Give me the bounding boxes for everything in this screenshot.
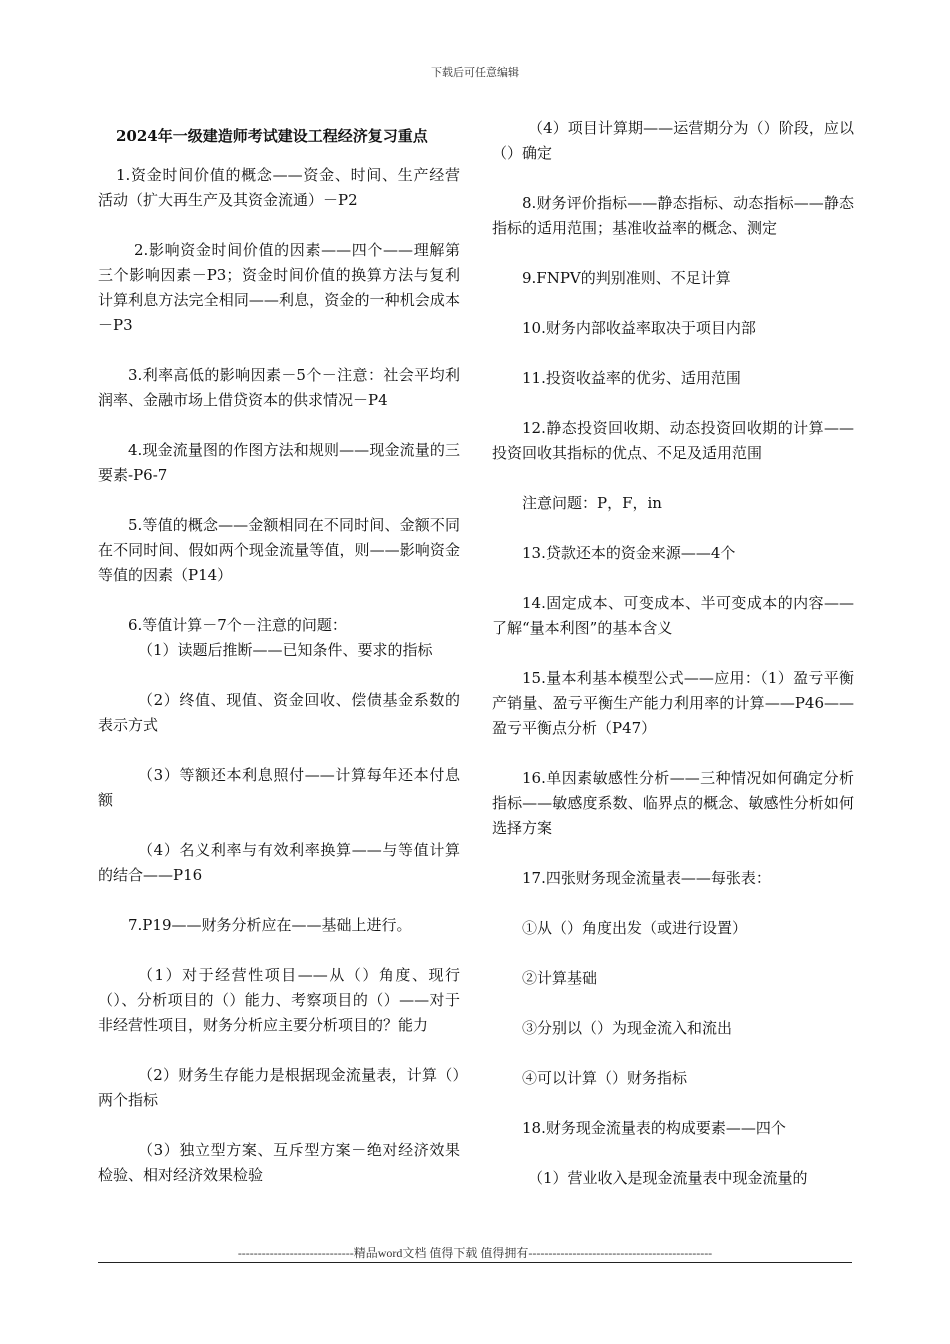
paragraph: （4）名义利率与有效利率换算——与等值计算的结合——P16 xyxy=(98,841,460,884)
paragraph: ③分别以（）为现金流入和流出 xyxy=(522,1019,733,1037)
paragraph: 注意问题：P，F，in xyxy=(522,494,662,512)
paragraph: （1）营业收入是现金流量表中现金流量的 xyxy=(528,1169,808,1187)
paragraph: 14.固定成本、可变成本、半可变成本的内容——了解“量本利图”的基本含义 xyxy=(492,594,854,637)
paragraph: 4.现金流量图的作图方法和规则——现金流量的三要素-P6-7 xyxy=(98,441,460,484)
paragraph: 17.四张财务现金流量表——每张表： xyxy=(522,869,771,887)
paragraph: ①从（）角度出发（或进行设置） xyxy=(522,919,748,937)
paragraph: 2.影响资金时间价值的因素——四个——理解第三个影响因素－P3；资金时间价值的换算方法与复利计算利息方法完全相同——利息，资金的一种机会成本－P3 xyxy=(98,241,460,334)
paragraph: 1.资金时间价值的概念——资金、时间、生产经营活动（扩大再生产及其资金流通）－P2 xyxy=(98,166,460,209)
left-paragraphs xyxy=(98,163,460,1188)
paragraph: （2）财务生存能力是根据现金流量表，计算（）两个指标 xyxy=(98,1066,460,1109)
paragraph: 16.单因素敏感性分析——三种情况如何确定分析指标——敏感度系数、临界点的概念、敏感性分析如何选择方案 xyxy=(492,769,854,837)
paragraph: 12.静态投资回收期、动态投资回收期的计算——投资回收其指标的优点、不足及适用范围 xyxy=(492,419,854,462)
paragraph: （4）项目计算期——运营期分为（）阶段，应以（）确定 xyxy=(492,119,854,162)
paragraph: 13.贷款还本的资金来源——4个 xyxy=(522,544,736,562)
right-column xyxy=(492,116,854,1216)
paragraph: 3.利率高低的影响因素－5个－注意：社会平均利润率、金融市场上借贷资本的供求情况－P4 xyxy=(98,366,460,409)
paragraph: 6.等值计算－7个－注意的问题： xyxy=(128,616,347,634)
paragraph: 5.等值的概念——金额相同在不同时间、金额不同在不同时间、假如两个现金流量等值，则——影响资金等值的因素（P14） xyxy=(98,516,460,584)
paragraph: （3）独立型方案、互斥型方案－绝对经济效果检验、相对经济效果检验 xyxy=(98,1141,460,1184)
paragraph: （3）等额还本利息照付——计算每年还本付息额 xyxy=(98,766,460,809)
paragraph: 11.投资收益率的优劣、适用范围 xyxy=(522,369,741,387)
paragraph: 8.财务评价指标——静态指标、动态指标——静态指标的适用范围；基准收益率的概念、测定 xyxy=(492,194,854,237)
document-title: 2024年一级建造师考试建设工程经济复习重点 xyxy=(116,127,428,145)
paragraph: （1）读题后推断——已知条件、要求的指标 xyxy=(138,641,433,659)
paragraph: ②计算基础 xyxy=(522,969,598,987)
paragraph: 9.FNPV的判别准则、不足计算 xyxy=(522,269,731,287)
paragraph: 7.P19——财务分析应在——基础上进行。 xyxy=(128,916,412,934)
paragraph: ④可以计算（）财务指标 xyxy=(522,1069,688,1087)
page-footer: -----------------------------精品word文档 值得下载 值得拥有---------------------------------------------- xyxy=(237,1246,713,1260)
page-header: 下载后可任意编辑 xyxy=(431,66,519,79)
paragraph: （2）终值、现值、资金回收、偿债基金系数的表示方式 xyxy=(98,691,460,734)
right-paragraphs xyxy=(492,116,854,1191)
paragraph: 15.量本利基本模型公式——应用：（1）盈亏平衡产销量、盈亏平衡生产能力利用率的计算——P46——盈亏平衡点分析（P47） xyxy=(492,669,854,737)
paragraph: （1）对于经营性项目——从（）角度、现行（）、分析项目的（）能力、考察项目的（）——对于非经营性项目，财务分析应主要分析项目的？能力 xyxy=(98,966,460,1034)
footer-rule xyxy=(98,1262,852,1263)
paragraph: 10.财务内部收益率取决于项目内部 xyxy=(522,319,756,337)
paragraph: 18.财务现金流量表的构成要素——四个 xyxy=(522,1119,786,1137)
left-column xyxy=(98,116,460,1213)
